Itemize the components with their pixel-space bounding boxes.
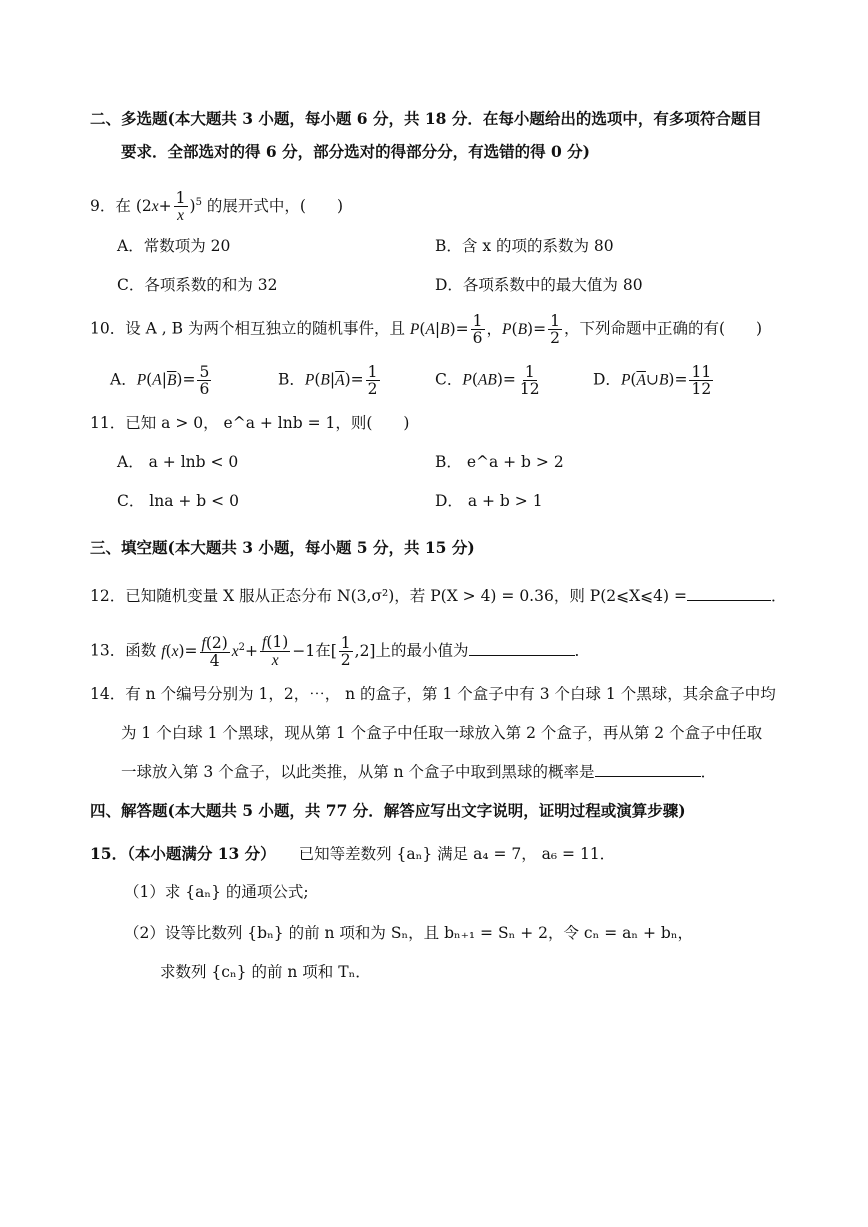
- q9-option-c: C．各项系数的和为 32: [117, 276, 278, 294]
- q13-interval: [ $\frac{1}{2}$ ,2]: [330, 634, 376, 669]
- q10-option-d: D．$P(\overline{A}\cup B)=$ $\frac{11}{12}$: [593, 363, 712, 398]
- q13-pre: 函数: [125, 641, 157, 660]
- question-13: [90, 634, 590, 669]
- question-15: [90, 843, 615, 865]
- q14-line3-wrap: [121, 761, 716, 783]
- q10-stem2: ，下列命题中正确的有( ): [563, 319, 763, 338]
- q13-mid: 在: [315, 641, 331, 660]
- q11-option-b: B． e^a + b > 2: [435, 453, 564, 471]
- q11-stem: 已知 a > 0， e^a + lnb = 1，则( ): [125, 414, 410, 432]
- q10-option-a-label: A．: [110, 370, 137, 389]
- q10-option-c: C．P(AB)= $\frac{1}{12}$: [435, 363, 540, 398]
- q14-line3: 一球放入第 3 个盒子，以此类推，从第 n 个盒子中取到黑球的概率是: [121, 763, 595, 781]
- q10-number: 10．: [90, 319, 126, 338]
- section2-title: 二、多选题(本大题共 3 小题，每小题 6 分，共 18 分．在每小题给出的选项中，有多项符合题目: [90, 109, 762, 128]
- q13-answer-blank[interactable]: [469, 641, 575, 656]
- q14-line2: 为 1 个白球 1 个黑球，现从第 1 个盒子中任取一球放入第 2 个盒子，再从第 2 个盒子中任取: [121, 724, 763, 742]
- q11-option-c: C． lna + b < 0: [117, 492, 239, 510]
- q10-option-c-label: C．: [435, 370, 463, 389]
- q13-end: ．: [574, 641, 591, 660]
- q10-given-a: P(A|B)= $\frac{1}{6}$ ，P(B)= $\frac{1}{2}$: [409, 312, 560, 347]
- q15-part1: （1）求 {aₙ} 的通项公式;: [124, 883, 309, 901]
- q15-stem: 已知等差数列 {aₙ} 满足 a₄ = 7， a₆ = 11．: [298, 845, 616, 863]
- q14-answer-blank[interactable]: [595, 762, 701, 777]
- q10-option-a: A．$P(A|\overline{B})=$ $\frac{5}{6}$: [110, 363, 210, 398]
- q11-option-d: D． a + b > 1: [435, 492, 543, 510]
- q15-number: 15．（本小题满分 13 分）: [90, 844, 276, 863]
- q11-option-a: A． a + lnb < 0: [117, 453, 239, 471]
- q9-number: 9．: [90, 197, 116, 215]
- q14-end: ．: [700, 763, 717, 781]
- q14-number: 14．: [90, 685, 126, 703]
- q9-option-a: A．常数项为 20: [117, 237, 231, 255]
- question-11: [90, 412, 409, 434]
- question-12: [90, 585, 786, 607]
- q9-option-b: B．含 x 的项的系数为 80: [435, 237, 614, 255]
- section4-title: 四、解答题(本大题共 5 小题，共 77 分．解答应写出文字说明，证明过程或演算步骤): [90, 801, 686, 820]
- question-14: [90, 683, 776, 705]
- q12-end: ．: [770, 587, 787, 605]
- section3-title: 三、填空题(本大题共 3 小题，每小题 5 分，共 15 分): [90, 538, 475, 557]
- q10-option-b: B．$P(B|\overline{A})=$ $\frac{1}{2}$: [278, 363, 378, 398]
- q14-line1: 有 n 个编号分别为 1，2，⋯， n 的盒子，第 1 个盒子中有 3 个白球 1 个黑球，其余盒子中均: [125, 685, 776, 703]
- question-9: [90, 190, 343, 224]
- q9-pre: 在: [115, 197, 131, 215]
- q13-number: 13．: [90, 641, 126, 660]
- q10-stem1: 设 A , B 为两个相互独立的随机事件，且: [125, 319, 405, 338]
- q9-option-d: D．各项系数中的最大值为 80: [435, 276, 643, 294]
- q12-stem: 已知随机变量 X 服从正态分布 N(3,σ²)，若 P(X > 4) = 0.36，则 P(2⩽X⩽4) =: [125, 587, 687, 605]
- question-10: [90, 313, 762, 346]
- q12-answer-blank[interactable]: [687, 586, 771, 601]
- q9-expression: (2x+ $\frac{1}{x}$ )$^5$: [135, 189, 202, 224]
- q13-function: f(x)= $\frac{f(2)}{4}$ $x^2+$ $\frac{f(1)}{x}$ −1: [161, 633, 316, 670]
- q10-option-b-label: B．: [278, 370, 305, 389]
- q12-number: 12．: [90, 587, 126, 605]
- q15-part2: （2）设等比数列 {bₙ} 的前 n 项和为 Sₙ，且 bₙ₊₁ = Sₙ + 2，令 cₙ = aₙ + bₙ，: [124, 924, 694, 942]
- q10-option-d-label: D．: [593, 370, 621, 389]
- q15-part2-cont: 求数列 {cₙ} 的前 n 项和 Tₙ．: [160, 963, 371, 981]
- q13-post: 上的最小值为: [375, 641, 469, 660]
- section2-title-cont: 要求．全部选对的得 6 分，部分选对的得部分分，有选错的得 0 分): [121, 142, 590, 161]
- q9-post: 的展开式中，( ): [206, 197, 343, 215]
- q11-number: 11．: [90, 414, 126, 432]
